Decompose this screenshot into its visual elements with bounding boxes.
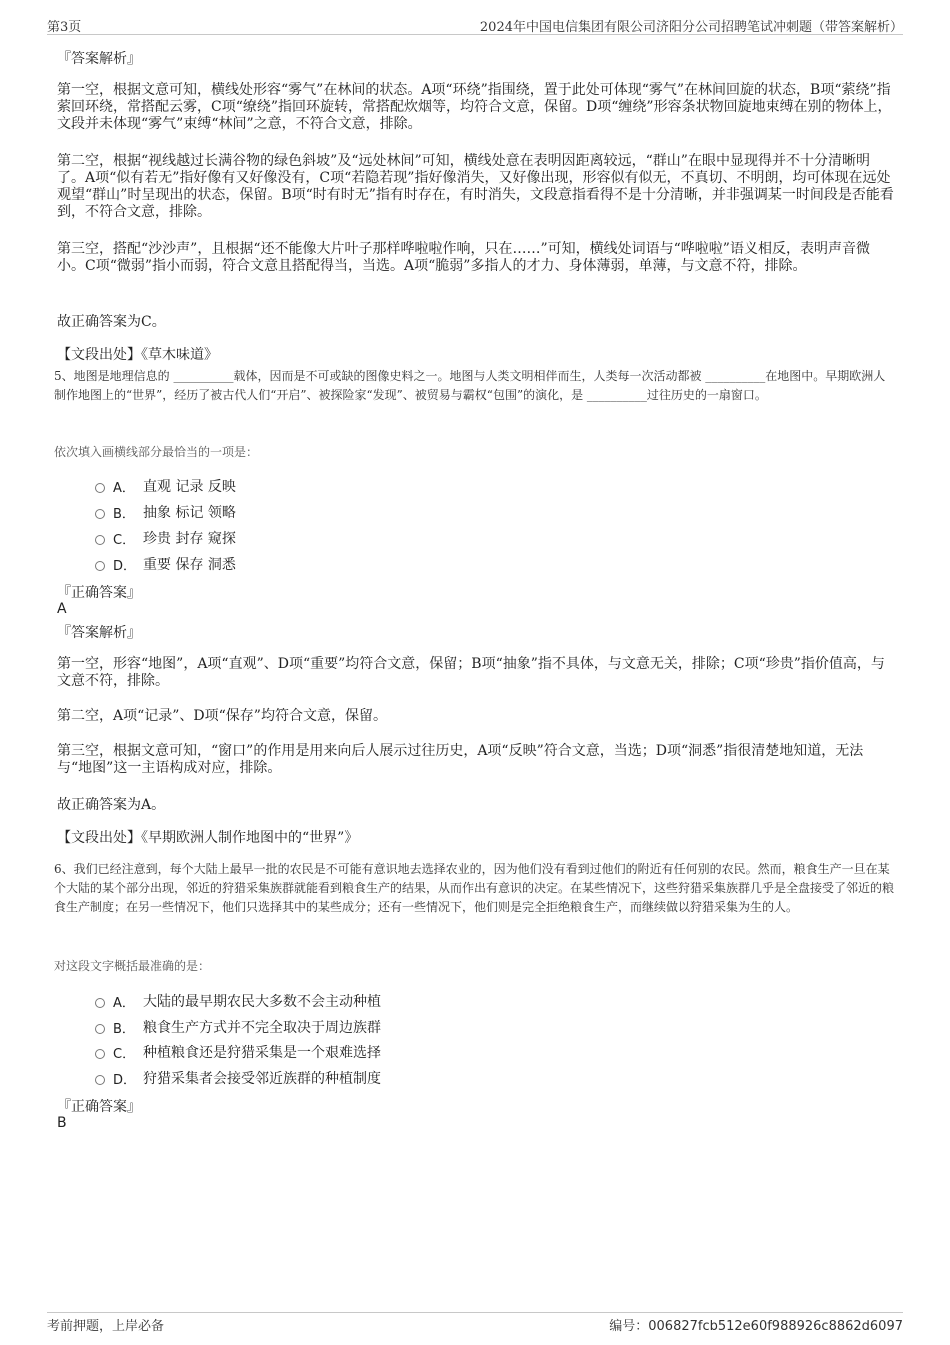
- answer-label: 『正确答案』: [57, 585, 141, 601]
- analysis-label: 『答案解析』: [57, 51, 141, 67]
- answer-value: B: [57, 1115, 67, 1131]
- analysis-paragraph-1: 第一空，根据文意可知，横线处形容“雾气”在林间的状态。A项“环绕”指围绕，置于此处可体现“雾气”在林间回旋的状态，B项“萦绕”指萦回环绕，常搭配云雾，C项“缭绕”指回环旋转，常搭配炊烟等，均符合文意，保留。D项“缠绕”形容条状物回旋地束缚在别的物体上，文段并未体现“雾气”束缚“林间”之意，不符合文意，排除。: [57, 82, 892, 132]
- page-header: [47, 14, 903, 35]
- question-5-prompt: 依次填入画横线部分最恰当的一项是：: [54, 445, 259, 459]
- analysis-paragraph-3: 第三空，搭配“沙沙声”，且根据“还不能像大片叶子那样哗啦啦作响，只在……”可知，横线处词语与“哗啦啦”语义相反，表明声音微小。C项“微弱”指小而弱，符合文意且搭配得当，当选。A项“脆弱”多指人的才力、身体薄弱，单薄，与文意不符，排除。: [57, 241, 870, 274]
- radio-icon[interactable]: [95, 561, 105, 571]
- question-6-prompt: 对这段文字概括最准确的是：: [54, 959, 211, 973]
- question-6-text: 6、我们已经注意到，每个大陆上最早一批的农民是不可能有意识地去选择农业的，因为他们没有看到过他们的附近有任何别的农民。然而，粮食生产一旦在某个大陆的某个部分出现，邻近的狩猎采集族群就能看到粮食生产的结果，从而作出有意识的决定。在某些情况下，这些狩猎采集族群几乎是全盘接受了邻近的粮食生产制度；在另一些情况下，他们只选择其中的某些成分；还有一些情况下，他们则是完全拒绝粮食生产，而继续做以狩猎采集为生的人。: [54, 862, 895, 914]
- radio-icon[interactable]: [95, 483, 105, 493]
- radio-icon[interactable]: [95, 535, 105, 545]
- conclusion: 故正确答案为A。: [57, 797, 166, 813]
- q6-option-c[interactable]: C． 种植粮食还是狩猎采集是一个艰难选择: [95, 1042, 381, 1062]
- radio-icon[interactable]: [95, 998, 105, 1008]
- question-5-text: 5、地图是地理信息的 __________载体，因而是不可或缺的图像史料之一。地图与人类文明相伴而生，人类每一次活动都被 __________在地图中。早期欧洲人制作地图上的“世界”，经历了被古代人们“开启”、被探险家“发现”、被贸易与霸权“包围”的演化，是 __________过往历史的一扇窗口。: [54, 369, 886, 402]
- analysis-label: 『答案解析』: [57, 625, 141, 641]
- q5-option-d[interactable]: D． 重要 保存 洞悉: [95, 554, 236, 574]
- radio-icon[interactable]: [95, 1049, 105, 1059]
- answer-label: 『正确答案』: [57, 1099, 141, 1115]
- q5-option-c[interactable]: C． 珍贵 封存 窥探: [95, 528, 236, 548]
- analysis-paragraph-1: 第一空，形容“地图”，A项“直观”、D项“重要”均符合文意，保留；B项“抽象”指不具体，与文意无关，排除；C项“珍贵”指价值高，与文意不符，排除。: [57, 656, 885, 689]
- analysis-paragraph-2: 第二空，A项“记录”、D项“保存”均符合文意，保留。: [57, 708, 387, 724]
- q6-option-a[interactable]: A． 大陆的最早期农民大多数不会主动种植: [95, 991, 381, 1011]
- q5-option-a[interactable]: A． 直观 记录 反映: [95, 476, 236, 496]
- analysis-paragraph-2: 第二空，根据“视线越过长满谷物的绿色斜坡”及“远处林间”可知，横线处意在表明因距离较远，“群山”在眼中显现得并不十分清晰明了。A项“似有若无”指好像有又好像没有，C项“若隐若现”指好像消失，又好像出现，形容似有似无，不真切、不明朗，均可体现在远处观望“群山”时呈现出的状态，保留。B项“时有时无”指有时存在，有时消失，文段意指看得不是十分清晰，并非强调某一时间段是否能看到，不符合文意，排除。: [57, 153, 894, 220]
- q6-option-d[interactable]: D． 狩猎采集者会接受邻近族群的种植制度: [95, 1068, 381, 1088]
- page-footer: [47, 1312, 903, 1334]
- q5-option-b[interactable]: B． 抽象 标记 领略: [95, 502, 236, 522]
- radio-icon[interactable]: [95, 1075, 105, 1085]
- document-code: 编号：006827fcb512e60f988926c8862d6097: [609, 1319, 903, 1334]
- q6-option-b[interactable]: B． 粮食生产方式并不完全取决于周边族群: [95, 1017, 381, 1037]
- document-title: 2024年中国电信集团有限公司济阳分公司招聘笔试冲刺题（带答案解析）: [479, 20, 903, 35]
- footer-slogan: 考前押题，上岸必备: [47, 1319, 165, 1334]
- source: 【文段出处】《草木味道》: [57, 347, 218, 363]
- answer-value: A: [57, 601, 67, 617]
- radio-icon[interactable]: [95, 1024, 105, 1034]
- analysis-paragraph-3: 第三空，根据文意可知，“窗口”的作用是用来向后人展示过往历史，A项“反映”符合文意，当选；D项“洞悉”指很清楚地知道，无法与“地图”这一主语构成对应，排除。: [57, 743, 864, 776]
- source: 【文段出处】《早期欧洲人制作地图中的“世界”》: [57, 830, 359, 846]
- conclusion: 故正确答案为C。: [57, 314, 166, 330]
- radio-icon[interactable]: [95, 509, 105, 519]
- page-number: 第3页: [47, 20, 82, 35]
